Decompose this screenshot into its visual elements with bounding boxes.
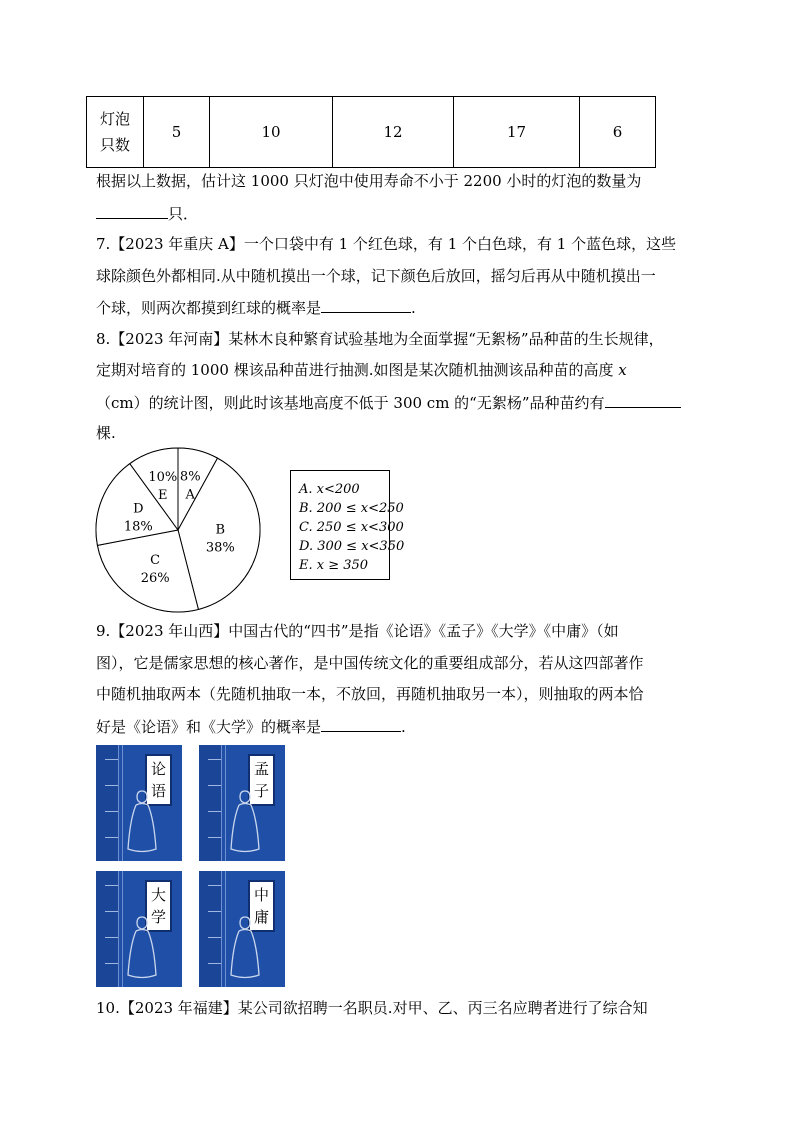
book-spine bbox=[199, 871, 221, 987]
pie-chart bbox=[90, 444, 270, 616]
confucius-figure-icon bbox=[225, 911, 265, 983]
spine-stitch bbox=[208, 837, 221, 838]
book-spine bbox=[96, 745, 118, 861]
spine-stitch bbox=[105, 885, 118, 886]
pie-category-label: B bbox=[215, 522, 226, 538]
q9-line-4-text: 好是《论语》和《大学》的概率是 bbox=[96, 718, 322, 736]
spine-stitch bbox=[208, 937, 221, 938]
q8-line-3 bbox=[96, 392, 681, 413]
spine-stitch bbox=[208, 811, 221, 812]
spine-stitch bbox=[208, 911, 221, 912]
table-cell: 12 bbox=[333, 97, 454, 168]
answer-blank[interactable] bbox=[96, 203, 168, 219]
pie-category-label: D bbox=[133, 501, 144, 517]
pie-data-label: 26% bbox=[140, 571, 170, 587]
book-spine bbox=[96, 871, 118, 987]
cover-stripe bbox=[221, 871, 222, 987]
q7-line-3 bbox=[96, 297, 416, 318]
q8-line-1: 8.【2023 年河南】某林木良种繁育试验基地为全面掌握“无絮杨”品种苗的生长规律， bbox=[96, 330, 664, 348]
table-cell: 6 bbox=[580, 97, 656, 168]
answer-blank[interactable] bbox=[605, 392, 681, 408]
pie-category-label: A bbox=[185, 487, 195, 503]
row-header-line-2: 只数 bbox=[99, 136, 130, 154]
row-header bbox=[87, 97, 144, 168]
book-lunyu bbox=[96, 745, 182, 861]
spine-stitch bbox=[105, 837, 118, 838]
bulb-data-table bbox=[86, 96, 656, 168]
q8-line-3-text: （cm）的统计图，则此时该基地高度不低于 300 cm 的“无絮杨”品种苗约有 bbox=[96, 394, 605, 412]
answer-blank[interactable] bbox=[321, 716, 401, 732]
pie-data-label: 10% bbox=[148, 470, 178, 486]
table-cell: 17 bbox=[454, 97, 580, 168]
pie-category-label: C bbox=[150, 553, 161, 569]
book-spine bbox=[199, 745, 221, 861]
book-title-char: 论 bbox=[150, 760, 166, 778]
legend-item-d: D. 300 ≤ x<350 bbox=[299, 539, 405, 554]
spine-stitch bbox=[208, 759, 221, 760]
q7-line-1: 7.【2023 年重庆 A】一个口袋中有 1 个红色球，有 1 个白色球，有 1 个蓝色球，这些 bbox=[96, 235, 677, 253]
q9-line-4 bbox=[96, 716, 406, 737]
spine-stitch bbox=[105, 911, 118, 912]
book-title-char: 子 bbox=[253, 782, 269, 800]
row-header-line-1: 灯泡 bbox=[99, 110, 130, 128]
confucius-figure-icon bbox=[225, 785, 265, 857]
q6-suffix: 只． bbox=[168, 205, 199, 223]
answer-blank[interactable] bbox=[321, 297, 411, 313]
q8-line-2 bbox=[96, 360, 627, 380]
q7-line-3-text: 个球，则两次都摸到红球的概率是 bbox=[96, 299, 322, 317]
pie-data-label: 8% bbox=[179, 469, 201, 485]
spine-stitch bbox=[105, 759, 118, 760]
q9-line-1: 9.【2023 年山西】中国古代的“四书”是指《论语》《孟子》《大学》《中庸》（如 bbox=[96, 622, 619, 640]
spine-stitch bbox=[105, 963, 118, 964]
confucius-figure-icon bbox=[122, 785, 162, 857]
spine-stitch bbox=[105, 937, 118, 938]
table-cell: 5 bbox=[144, 97, 210, 168]
q9-line-4-end: . bbox=[401, 718, 406, 736]
pie-legend bbox=[290, 470, 405, 580]
book-title-char: 孟 bbox=[253, 760, 269, 778]
legend-item-c: C. 250 ≤ x<300 bbox=[299, 520, 404, 535]
pie-data-label: 18% bbox=[123, 519, 153, 535]
q7-line-2: 球除颜色外都相同.从中随机摸出一个球，记下颜色后放回，摇匀后再从中随机摸出一 bbox=[96, 267, 656, 285]
q9-line-2: 图），它是儒家思想的核心著作，是中国传统文化的重要组成部分，若从这四部著作 bbox=[96, 654, 644, 672]
legend-item-e: E. x ≥ 350 bbox=[299, 558, 369, 573]
confucius-figure-icon bbox=[122, 911, 162, 983]
cover-stripe bbox=[221, 745, 222, 861]
spine-stitch bbox=[105, 811, 118, 812]
q9-line-3: 中随机抽取两本（先随机抽取一本，不放回，再随机抽取另一本），则抽取的两本恰 bbox=[96, 685, 644, 703]
spine-stitch bbox=[208, 885, 221, 886]
book-mengzi bbox=[199, 745, 285, 861]
book-zhongyong bbox=[199, 871, 285, 987]
cover-stripe bbox=[118, 871, 119, 987]
q8-line-4: 棵. bbox=[96, 424, 116, 442]
q6-text-line-1: 根据以上数据，估计这 1000 只灯泡中使用寿命不小于 2200 小时的灯泡的数量为 bbox=[96, 172, 642, 190]
book-title-char: 语 bbox=[150, 782, 166, 800]
q10-line-1: 10.【2023 年福建】某公司欲招聘一名职员.对甲、乙、丙三名应聘者进行了综合知 bbox=[96, 999, 648, 1017]
book-title-char: 中 bbox=[253, 886, 269, 904]
variable-x: x bbox=[618, 361, 627, 379]
spine-stitch bbox=[208, 963, 221, 964]
book-daxue bbox=[96, 871, 182, 987]
book-title-char: 大 bbox=[150, 886, 166, 904]
spine-stitch bbox=[208, 785, 221, 786]
spine-stitch bbox=[105, 785, 118, 786]
legend-item-a: A. x<200 bbox=[299, 482, 360, 497]
q7-line-3-end: . bbox=[411, 299, 416, 317]
table-row bbox=[87, 97, 656, 168]
book-title-char: 庸 bbox=[253, 908, 269, 926]
cover-stripe bbox=[118, 745, 119, 861]
legend-item-b: B. 200 ≤ x<250 bbox=[299, 501, 404, 516]
pie-data-label: 38% bbox=[205, 540, 235, 556]
book-title-char: 学 bbox=[150, 908, 166, 926]
q8-line-2-text: 定期对培育的 1000 棵该品种苗进行抽测.如图是某次随机抽测该品种苗的高度 bbox=[96, 361, 614, 379]
table-cell: 10 bbox=[210, 97, 333, 168]
pie-category-label: E bbox=[158, 488, 168, 504]
q6-text-line-2 bbox=[96, 203, 198, 224]
